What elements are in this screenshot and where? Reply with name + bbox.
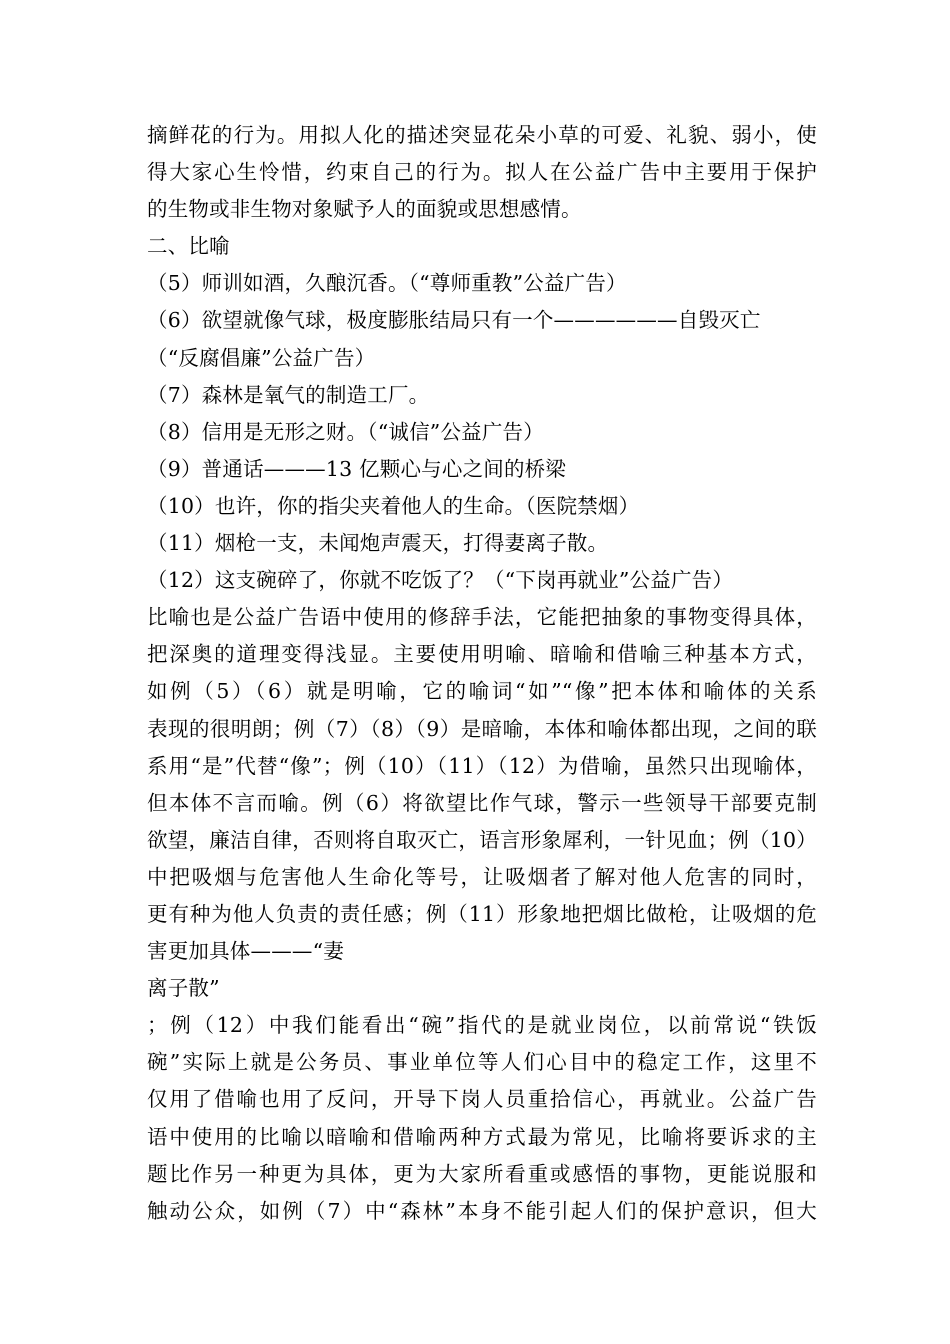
- text-line: ；例（12）中我们能看出“碗”指代的是就业岗位，以前常说“铁饭: [147, 1013, 817, 1038]
- text-line: 摘鲜花的行为。用拟人化的描述突显花朵小草的可爱、礼貌、弱小，使: [147, 123, 817, 147]
- text-line: 系用“是”代替“像”；例（10）（11）（12）为借喻，虽然只出现喻体，: [147, 753, 817, 778]
- text-line: 题比作另一种更为具体，更为大家所看重或感悟的事物，更能说服和: [147, 1161, 817, 1186]
- text-line: 离子散”: [147, 976, 220, 1001]
- text-line: 但本体不言而喻。例（6）将欲望比作气球，警示一些领导干部要克制: [147, 790, 817, 815]
- text-line: 更有种为他人负责的责任感；例（11）形象地把烟比做枪，让吸烟的危: [147, 901, 817, 926]
- text-line: 触动公众，如例（7）中“森林”本身不能引起人们的保护意识，但大: [147, 1198, 817, 1223]
- text-line: 表现的很明朗；例（7）（8）（9）是暗喻，本体和喻体都出现，之间的联: [147, 716, 817, 741]
- text-line: 如例（5）（6）就是明喻，它的喻词“如”“像”把本体和喻体的关系: [147, 679, 817, 704]
- text-line: 语中使用的比喻以暗喻和借喻两种方式最为常见，比喻将要诉求的主: [147, 1124, 817, 1149]
- example-line: （6）欲望就像气球，极度膨胀结局只有一个——————自毁灭亡: [147, 308, 761, 333]
- text-line: 仅用了借喻也用了反问，开导下岗人员重拾信心，再就业。公益广告: [147, 1087, 817, 1112]
- example-line: （10）也许，你的指尖夹着他人的生命。（医院禁烟）: [147, 493, 640, 518]
- text-line: 把深奥的道理变得浅显。主要使用明喻、暗喻和借喻三种基本方式，: [147, 642, 817, 667]
- text-line: 碗”实际上就是公务员、事业单位等人们心目中的稳定工作，这里不: [147, 1050, 817, 1075]
- text-line: 得大家心生怜惜，约束自己的行为。拟人在公益广告中主要用于保护: [147, 160, 817, 185]
- example-line: （11）烟枪一支，未闻炮声震天，打得妻离子散。: [147, 531, 609, 556]
- body-text: [147, 117, 817, 1230]
- example-line: （9）普通话———13 亿颗心与心之间的桥梁: [147, 456, 567, 481]
- text-line: 欲望，廉洁自律，否则将自取灭亡，语言形象犀利，一针见血；例（10）: [147, 827, 817, 852]
- text-line: 中把吸烟与危害他人生命化等号，让吸烟者了解对他人危害的同时，: [147, 864, 817, 889]
- example-line: （8）信用是无形之财。（“诚信”公益广告）: [147, 419, 544, 444]
- example-line: （“反腐倡廉”公益广告）: [147, 345, 376, 370]
- example-line: （7）森林是氧气的制造工厂。: [147, 382, 430, 407]
- text-line: 比喻也是公益广告语中使用的修辞手法，它能把抽象的事物变得具体，: [147, 605, 817, 630]
- text-line: 的生物或非生物对象赋予人的面貌或思想感情。: [147, 197, 582, 222]
- text-line: 害更加具体———“妻: [147, 939, 344, 964]
- example-line: （12）这支碗碎了，你就不吃饭了？（“下岗再就业”公益广告）: [147, 568, 734, 593]
- example-line: （5）师训如酒，久酿沉香。（“尊师重教”公益广告）: [147, 271, 627, 296]
- section-heading: 二、比喻: [147, 234, 230, 259]
